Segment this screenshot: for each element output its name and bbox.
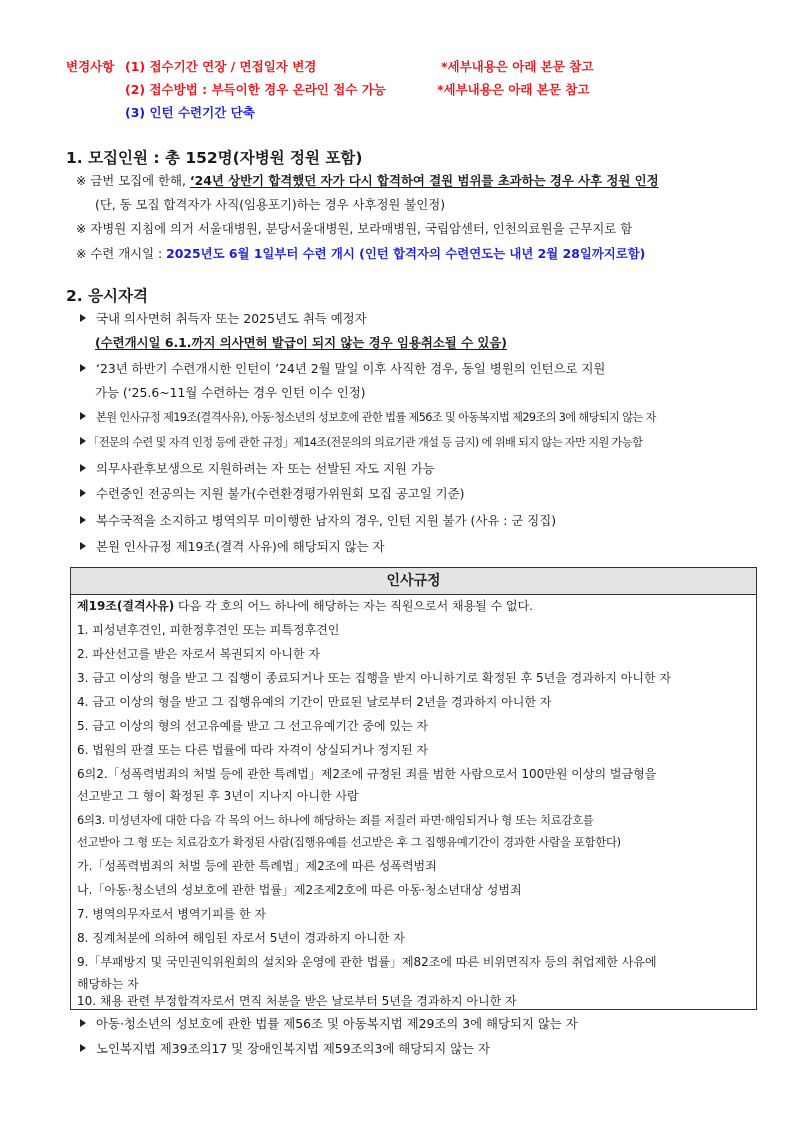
- bullet-arrow-icon: [80, 542, 86, 550]
- regulation-line: 5. 금고 이상의 형의 선고유예를 받고 그 선고유예기간 중에 있는 자: [77, 719, 428, 733]
- regulation-line: 3. 금고 이상의 형을 받고 그 집행이 종료되거나 또는 집행을 받지 아니하기로 확정된 후 5년을 경과하지 아니한 자: [77, 671, 671, 685]
- section2-title: 2. 응시자격: [66, 287, 148, 305]
- change-item-3: (3) 인턴 수련기간 단축: [125, 105, 255, 120]
- regulation-line: 7. 병역의무자로서 병역기피를 한 자: [77, 907, 266, 921]
- section1-note-2: (단, 동 모집 합격자가 사직(임용포기)하는 경우 사후정원 불인정): [95, 197, 446, 212]
- bullet-arrow-icon: [80, 516, 86, 524]
- section1-title: 1. 모집인원 : 총 152명(자병원 정원 포함): [66, 149, 363, 167]
- qualification-item: 국내 의사면허 취득자 또는 2025년도 취득 예정자: [80, 310, 367, 328]
- bullet-arrow-icon: [80, 364, 86, 372]
- regulation-line: 6. 법원의 판결 또는 다른 법률에 따라 자격이 상실되거나 정지된 자: [77, 743, 428, 757]
- regulation-line: 해당하는 자: [77, 977, 139, 991]
- qualification-item-note: (수련개시일 6.1.까지 의사면허 발급이 되지 않는 경우 임용취소될 수 있음): [95, 335, 507, 350]
- regulation-line: 2. 파산선고를 받은 자로서 복권되지 아니한 자: [77, 647, 320, 661]
- qualification-item: 노인복지법 제39조의17 및 장애인복지법 제59조의3에 해당되지 않는 자: [80, 1040, 490, 1058]
- change-note-2: *세부내용은 아래 본문 참고: [437, 82, 590, 97]
- section1-note-4: ※ 수련 개시일 : 2025년도 6월 1일부터 수련 개시 (인턴 합격자의 수련연도는 내년 2월 28일까지로함): [76, 246, 646, 261]
- regulation-line: 가.「성폭력범죄의 처벌 등에 관한 특례법」제2조에 따른 성폭력범죄: [77, 859, 437, 873]
- regulation-line: 선고받아 그 형 또는 치료감호가 확정된 사람(집행유예를 선고받은 후 그 집행유예기간이 경과한 사람을 포함한다): [77, 835, 621, 849]
- regulation-line: 9.「부패방지 및 국민권익위원회의 설치와 운영에 관한 법률」제82조에 따른 비위면직자 등의 취업제한 사유에: [77, 955, 657, 969]
- regulation-line: 6의3. 미성년자에 대한 다음 각 목의 어느 하나에 해당하는 죄를 저질러 파면·해임되거나 형 또는 치료감호를: [77, 813, 594, 827]
- bullet-arrow-icon: [80, 1044, 86, 1052]
- change-item-2: (2) 접수방법 : 부득이한 경우 온라인 접수 가능: [125, 82, 386, 97]
- qualification-item: 「전문의 수련 및 자격 인정 등에 관한 규정」제14조(전문의의 의료기관 개설 등 금지) 에 위배 되지 않는 자만 지원 가능함: [80, 434, 642, 452]
- qualification-item: 본원 인사규정 제19조(결격 사유)에 해당되지 않는 자: [80, 538, 384, 556]
- regulation-box: [70, 567, 757, 1010]
- bullet-arrow-icon: [80, 314, 86, 322]
- bullet-arrow-icon: [80, 489, 86, 497]
- bullet-arrow-icon: [80, 437, 86, 445]
- bullet-arrow-icon: [80, 1019, 86, 1027]
- regulation-line: 나.「아동·청소년의 성보호에 관한 법률」제2조제2호에 따른 아동·청소년대상 성범죄: [77, 883, 522, 897]
- qualification-item-cont: 가능 (‘25.6~11월 수련하는 경우 인턴 이수 인정): [95, 385, 366, 400]
- regulation-line: 4. 금고 이상의 형을 받고 그 집행유예의 기간이 만료된 날로부터 2년을 경과하지 아니한 자: [77, 695, 552, 709]
- qualification-item: 복수국적을 소지하고 병역의무 미이행한 남자의 경우, 인턴 지원 불가 (사유 : 군 징집): [80, 512, 556, 530]
- qualification-item: 본원 인사규정 제19조(결격사유), 아동·청소년의 성보호에 관한 법률 제56조 및 아동복지법 제29조의 3에 해당되지 않는 자: [80, 409, 656, 427]
- qualification-item: 아동·청소년의 성보호에 관한 법률 제56조 및 아동복지법 제29조의 3에 해당되지 않는 자: [80, 1015, 578, 1033]
- changes-label: 변경사항: [66, 59, 115, 74]
- qualification-item: 수련중인 전공의는 지원 불가(수련환경평가위원회 모집 공고일 기준): [80, 485, 464, 503]
- regulation-line: 8. 징계처분에 의하여 해임된 자로서 5년이 경과하지 아니한 자: [77, 931, 405, 945]
- regulation-line: 선고받고 그 형이 확정된 후 3년이 지나지 아니한 사람: [77, 789, 359, 803]
- qualification-item: 의무사관후보생으로 지원하려는 자 또는 선발된 자도 지원 가능: [80, 460, 435, 478]
- regulation-line: 10. 채용 관련 부정합격자로서 면직 처분을 받은 날로부터 5년을 경과하지 아니한 자: [77, 994, 517, 1008]
- section1-note-1: ※ 금번 모집에 한해, ‘24년 상반기 합격했던 자가 다시 합격하여 결원 범위를 초과하는 경우 사후 정원 인정: [76, 173, 659, 188]
- qualification-item: ‘23년 하반기 수련개시한 인턴이 ’24년 2월 말일 이후 사직한 경우, 동일 병원의 인턴으로 지원: [80, 360, 605, 378]
- regulation-intro: 제19조(결격사유) 다음 각 호의 어느 하나에 해당하는 자는 직원으로서 채용될 수 없다.: [77, 599, 533, 613]
- change-item-1: (1) 접수기간 연장 / 면접일자 변경: [125, 59, 317, 74]
- section1-note-3: ※ 자병원 지침에 의거 서울대병원, 분당서울대병원, 보라매병원, 국립암센터, 인천의료원을 근무지로 함: [76, 221, 633, 236]
- regulation-title: 인사규정: [71, 568, 756, 595]
- bullet-arrow-icon: [80, 412, 86, 420]
- regulation-line: 6의2.「성폭력범죄의 처벌 등에 관한 특례법」제2조에 규정된 죄를 범한 사람으로서 100만원 이상의 벌금형을: [77, 767, 657, 781]
- regulation-line: 1. 피성년후견인, 피한정후견인 또는 피특정후견인: [77, 623, 340, 637]
- change-note-1: *세부내용은 아래 본문 참고: [441, 59, 594, 74]
- bullet-arrow-icon: [80, 464, 86, 472]
